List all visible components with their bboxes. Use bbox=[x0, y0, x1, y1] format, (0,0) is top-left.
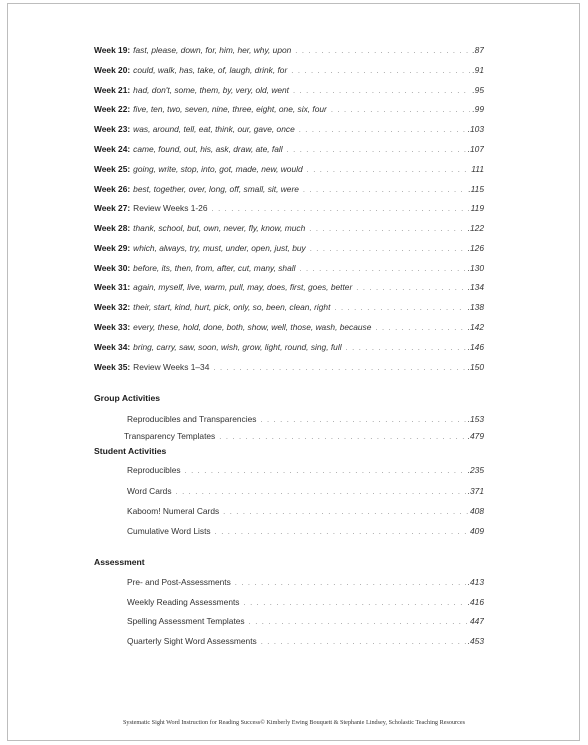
entry-label: Reproducibles bbox=[127, 465, 181, 475]
dot-leader bbox=[299, 125, 466, 134]
page-number: .91 bbox=[472, 65, 484, 75]
dot-leader bbox=[215, 527, 468, 536]
toc-entry-week-32[interactable] bbox=[94, 302, 484, 312]
week-words: five, ten, two, seven, nine, three, eight, one, six, four bbox=[133, 104, 327, 114]
toc-entry-reproducibles[interactable] bbox=[127, 465, 484, 475]
entry-label: Reproducibles and Transparencies bbox=[127, 414, 257, 424]
week-label: Week 28: bbox=[94, 223, 131, 233]
dot-leader bbox=[185, 466, 466, 475]
week-words: came, found, out, his, ask, draw, ate, fall bbox=[133, 144, 283, 154]
page-number: .130 bbox=[467, 263, 484, 273]
page-number: .413 bbox=[467, 577, 484, 587]
week-words: again, myself, live, warm, pull, may, does, first, goes, better bbox=[133, 282, 353, 292]
week-label: Week 22: bbox=[94, 104, 131, 114]
page-number: .107 bbox=[467, 144, 484, 154]
week-words: had, don't, some, them, by, very, old, went bbox=[133, 85, 290, 95]
dot-leader bbox=[331, 105, 471, 114]
toc-entry-week-20[interactable] bbox=[94, 65, 484, 75]
toc-entry-week-31[interactable] bbox=[94, 282, 484, 292]
toc-entry-week-30[interactable] bbox=[94, 263, 484, 273]
toc-entry-quarterly-sight-word-assessments[interactable] bbox=[127, 636, 484, 646]
dot-leader bbox=[287, 145, 466, 154]
dot-leader bbox=[261, 637, 466, 646]
week-label: Week 34: bbox=[94, 342, 131, 352]
entry-label: Kaboom! Numeral Cards bbox=[127, 506, 220, 516]
week-label: Week 31: bbox=[94, 282, 131, 292]
toc-entry-word-cards[interactable] bbox=[127, 486, 484, 496]
toc-entry-week-29[interactable] bbox=[94, 243, 484, 253]
page-number: .138 bbox=[467, 302, 484, 312]
entry-label: Cumulative Word Lists bbox=[127, 526, 211, 536]
page-number: 409 bbox=[470, 526, 484, 536]
page-number: .371 bbox=[467, 486, 484, 496]
toc-entry-week-27[interactable] bbox=[94, 203, 484, 213]
dot-leader bbox=[235, 578, 466, 587]
dot-leader bbox=[303, 185, 466, 194]
section-heading-group-activities: Group Activities bbox=[94, 393, 161, 403]
week-words: could, walk, has, take, of, laugh, drink, for bbox=[133, 65, 288, 75]
dot-leader bbox=[346, 343, 466, 352]
week-words: was, around, tell, eat, think, our, gave, once bbox=[133, 124, 295, 134]
toc-entry-week-34[interactable] bbox=[94, 342, 484, 352]
dot-leader bbox=[375, 323, 465, 332]
dot-leader bbox=[299, 264, 465, 273]
page-number: .479 bbox=[467, 431, 484, 441]
page-number: .153 bbox=[467, 414, 484, 424]
week-label: Week 19: bbox=[94, 45, 131, 55]
dot-leader bbox=[295, 46, 470, 55]
week-label: Week 24: bbox=[94, 144, 131, 154]
dot-leader bbox=[293, 86, 470, 95]
page-footer: Systematic Sight Word Instruction for Reading Success© Kimberly Ewing Bouquett & Stephanie Lindsey, Scholastic Teaching Resources bbox=[122, 719, 466, 726]
toc-entry-transparency-templates[interactable] bbox=[124, 431, 484, 441]
section-heading-assessment: Assessment bbox=[94, 557, 145, 567]
page-number: 408 bbox=[470, 506, 484, 516]
week-label: Week 30: bbox=[94, 263, 131, 273]
toc-entry-kaboom-numeral-cards[interactable] bbox=[127, 506, 484, 516]
page-number: .150 bbox=[467, 362, 484, 372]
page-number: 111 bbox=[471, 164, 484, 174]
toc-entry-weekly-reading-assessments[interactable] bbox=[127, 597, 484, 607]
week-label: Week 20: bbox=[94, 65, 131, 75]
dot-leader bbox=[310, 244, 466, 253]
page-number: .142 bbox=[467, 322, 484, 332]
dot-leader bbox=[176, 487, 466, 496]
toc-entry-week-33[interactable] bbox=[94, 322, 484, 332]
section-heading-student-activities: Student Activities bbox=[94, 446, 167, 456]
page-number: .235 bbox=[467, 465, 484, 475]
entry-label: Weekly Reading Assessments bbox=[127, 597, 240, 607]
page-number: .122 bbox=[467, 223, 484, 233]
page-number: 119 bbox=[470, 203, 484, 213]
dot-leader bbox=[307, 165, 470, 174]
dot-leader bbox=[260, 415, 465, 424]
dot-leader bbox=[213, 363, 465, 372]
entry-label: Pre- and Post-Assessments bbox=[127, 577, 231, 587]
week-words: before, its, then, from, after, cut, many, shall bbox=[133, 263, 296, 273]
toc-entry-pre-post-assessments[interactable] bbox=[127, 577, 484, 587]
page-number: .146 bbox=[467, 342, 484, 352]
week-label: Week 26: bbox=[94, 184, 131, 194]
toc-entry-week-28[interactable] bbox=[94, 223, 484, 233]
entry-label: Spelling Assessment Templates bbox=[127, 616, 245, 626]
toc-entry-week-26[interactable] bbox=[94, 184, 484, 194]
toc-entry-week-21[interactable] bbox=[94, 85, 484, 95]
toc-entry-reproducibles-transparencies[interactable] bbox=[127, 414, 484, 424]
week-words: going, write, stop, into, got, made, new, would bbox=[133, 164, 303, 174]
review-text: Review Weeks 1–34 bbox=[133, 362, 210, 372]
week-words: fast, please, down, for, him, her, why, upon bbox=[133, 45, 292, 55]
week-words: their, start, kind, hurt, pick, only, so, been, clean, right bbox=[133, 302, 331, 312]
dot-leader bbox=[219, 432, 465, 441]
toc-entry-week-24[interactable] bbox=[94, 144, 484, 154]
week-label: Week 35: bbox=[94, 362, 131, 372]
toc-entry-cumulative-word-lists[interactable] bbox=[127, 526, 484, 536]
week-label: Week 29: bbox=[94, 243, 131, 253]
toc-entry-week-25[interactable] bbox=[94, 164, 484, 174]
week-label: Week 25: bbox=[94, 164, 131, 174]
entry-label: Quarterly Sight Word Assessments bbox=[127, 636, 257, 646]
week-label: Week 21: bbox=[94, 85, 131, 95]
dot-leader bbox=[212, 204, 469, 213]
dot-leader bbox=[334, 303, 465, 312]
week-words: thank, school, but, own, never, fly, know, much bbox=[133, 223, 306, 233]
week-words: every, these, hold, done, both, show, well, those, wash, because bbox=[133, 322, 372, 332]
page-number: 447 bbox=[470, 616, 484, 626]
dot-leader bbox=[356, 283, 465, 292]
page-number: .134 bbox=[467, 282, 484, 292]
dot-leader bbox=[309, 224, 465, 233]
week-label: Week 23: bbox=[94, 124, 131, 134]
week-label: Week 32: bbox=[94, 302, 131, 312]
toc-entry-week-19[interactable] bbox=[94, 45, 484, 55]
dot-leader bbox=[244, 598, 466, 607]
week-words: bring, carry, saw, soon, wish, grow, light, round, sing, full bbox=[133, 342, 342, 352]
dot-leader bbox=[291, 66, 470, 75]
week-label: Week 33: bbox=[94, 322, 131, 332]
week-words: which, always, try, must, under, open, just, buy bbox=[133, 243, 306, 253]
toc-entry-spelling-assessment-templates[interactable] bbox=[127, 616, 484, 626]
dot-leader bbox=[223, 507, 468, 516]
review-text: Review Weeks 1-26 bbox=[133, 203, 208, 213]
entry-label: Transparency Templates bbox=[124, 431, 216, 441]
page-number: .95 bbox=[472, 85, 484, 95]
toc-entry-week-22[interactable] bbox=[94, 104, 484, 114]
page-number: .87 bbox=[472, 45, 484, 55]
page-number: .99 bbox=[472, 104, 484, 114]
week-label: Week 27: bbox=[94, 203, 131, 213]
dot-leader bbox=[249, 617, 468, 626]
page-number: .115 bbox=[468, 184, 484, 194]
page-number: .453 bbox=[467, 636, 484, 646]
page-number: .126 bbox=[467, 243, 484, 253]
page-number: .103 bbox=[467, 124, 484, 134]
toc-entry-week-23[interactable] bbox=[94, 124, 484, 134]
entry-label: Word Cards bbox=[127, 486, 172, 496]
page-number: .416 bbox=[467, 597, 484, 607]
toc-entry-week-35[interactable] bbox=[94, 362, 484, 372]
week-words: best, together, over, long, off, small, sit, were bbox=[133, 184, 299, 194]
